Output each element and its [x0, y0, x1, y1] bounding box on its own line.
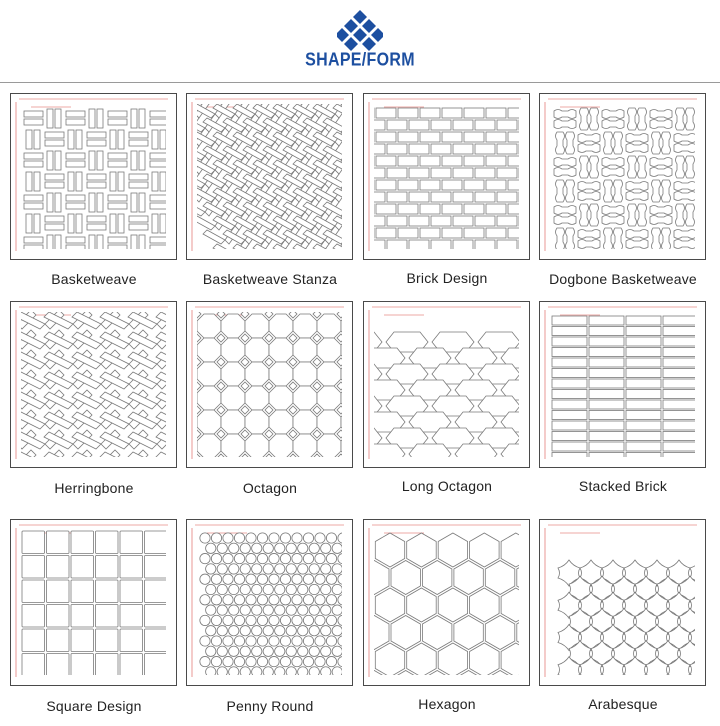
tile-drawing-frame	[539, 519, 706, 686]
tile-drawing-frame	[363, 519, 530, 686]
brick-design-drawing	[364, 94, 529, 259]
square-design-drawing	[11, 520, 176, 685]
diamond-logo-icon	[337, 10, 383, 52]
tile-label: Basketweave Stanza	[202, 271, 338, 287]
tile-label: Stacked Brick	[578, 478, 668, 494]
tile-label: Brick Design	[406, 270, 488, 286]
tile-drawing-frame	[186, 519, 353, 686]
tile-label: Octagon	[242, 480, 298, 496]
header-divider	[0, 82, 720, 83]
basketweave-drawing	[11, 94, 176, 259]
octagon-drawing	[187, 302, 352, 467]
tile-label: Square Design	[46, 698, 142, 714]
arabesque-drawing	[540, 520, 705, 685]
tile-drawing-frame	[186, 93, 353, 260]
tile-drawing-frame	[10, 519, 177, 686]
header	[0, 0, 720, 82]
long-octagon-drawing	[364, 302, 529, 467]
stacked-brick-drawing	[540, 302, 705, 467]
tile-drawing-frame	[539, 301, 706, 468]
tile-label: Arabesque	[588, 696, 658, 712]
tile-drawing-frame	[186, 301, 353, 468]
tile-label: Hexagon	[418, 696, 476, 712]
tile-drawing-frame	[363, 301, 530, 468]
hexagon-drawing	[364, 520, 529, 685]
penny-round-drawing	[187, 520, 352, 685]
herringbone-drawing	[11, 302, 176, 467]
tile-drawing-frame	[10, 301, 177, 468]
tile-label: Basketweave	[51, 271, 137, 287]
brand-title: SHAPE/FORM	[305, 50, 415, 71]
tile-drawing-frame	[10, 93, 177, 260]
tile-label: Penny Round	[226, 698, 314, 714]
tile-drawing-frame	[539, 93, 706, 260]
tile-drawing-frame	[363, 93, 530, 260]
basketweave-stanza-drawing	[187, 94, 352, 259]
dogbone-basketweave-drawing	[540, 94, 705, 259]
tile-label: Dogbone Basketweave	[549, 271, 697, 287]
tile-label: Long Octagon	[401, 478, 493, 494]
tile-label: Herringbone	[54, 480, 134, 496]
